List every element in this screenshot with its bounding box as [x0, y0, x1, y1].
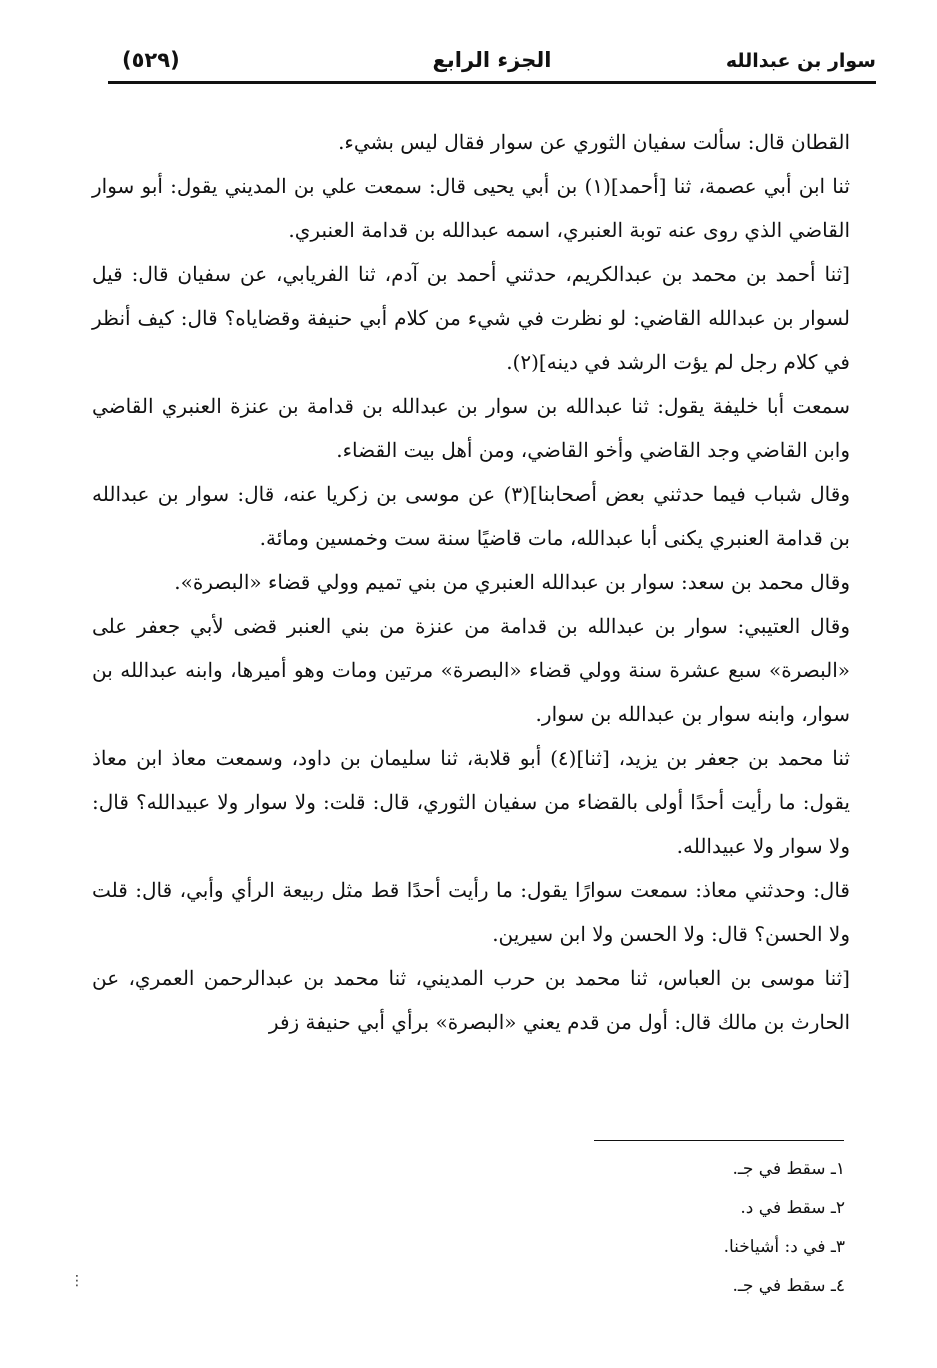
- header-rule: [108, 81, 876, 84]
- footnote: ١ـ سقط في جـ.: [732, 1159, 845, 1179]
- paragraph: القطان قال: سألت سفيان الثوري عن سوار فقال ليس بشيء.: [338, 130, 850, 154]
- part-title: الجزء الرابع: [432, 48, 552, 72]
- footnote: ٣ـ في د: أشياخنا.: [723, 1237, 845, 1257]
- footnotes: [445, 1150, 845, 1306]
- paragraph: وقال شباب فيما حدثني بعض أصحابنا](٣) عن موسى بن زكريا عنه، قال: سوار بن عبدالله بن قدامة العنبري يكنى أبا عبدالله، مات قاضيًا سنة ست وخمسين ومائة.: [92, 482, 850, 550]
- paragraph: وقال محمد بن سعد: سوار بن عبدالله العنبري من بني تميم وولي قضاء «البصرة».: [174, 570, 850, 594]
- main-text: [92, 120, 850, 1044]
- paragraph: وقال العتيبي: سوار بن عبدالله بن قدامة من عنزة من بني العنبر قضى لأبي جعفر على «البصرة» سبع عشرة سنة وولي قضاء «البصرة» مرتين ومات وهو أميرها، وابنه عبدالله بن سوار، وابنه سوار بن عبدالله بن سوار.: [92, 614, 850, 726]
- paragraph: [ثنا أحمد بن محمد بن عبدالكريم، حدثني أحمد بن آدم، ثنا الفريابي، عن سفيان قال: قيل لسوار بن عبدالله القاضي: لو نظرت في شيء من كلام أبي حنيفة وقضاياه؟ قال: كيف أنظر في كلام رجل لم يؤت الرشد في دينه](٢).: [92, 262, 851, 374]
- footnote-separator: [594, 1140, 844, 1141]
- paragraph: [ثنا موسى بن العباس، ثنا محمد بن حرب المديني، ثنا محمد بن عبدالرحمن العمري، عن الحارث بن مالك قال: أول من قدم يعني «البصرة» برأي أبي حنيفة زفر: [92, 966, 850, 1034]
- paragraph: قال: وحدثني معاذ: سمعت سوارًا يقول: ما رأيت أحدًا قط مثل ربيعة الرأي وأبي، قال: قلت ولا الحسن؟ قال: ولا الحسن ولا ابن سيرين.: [92, 878, 850, 946]
- margin-marks: ⋮: [70, 1273, 84, 1289]
- paragraph: سمعت أبا خليفة يقول: ثنا عبدالله بن سوار بن عبدالله بن قدامة بن عنزة العنبري القاضي وابن القاضي وجد القاضي وأخو القاضي، ومن أهل بيت القضاء.: [92, 394, 850, 462]
- page-header: [108, 38, 876, 84]
- paragraph: ثنا محمد بن جعفر بن يزيد، [ثنا](٤) أبو قلابة، ثنا سليمان بن داود، وسمعت معاذ ابن معاذ يقول: ما رأيت أحدًا أولى بالقضاء من سفيان الثوري، قال: قلت: ولا سوار ولا عبيدالله؟ قال: ولا سوار ولا عبيدالله.: [92, 746, 850, 858]
- footnote: ٢ـ سقط في د.: [740, 1198, 845, 1218]
- running-title: سوار بن عبدالله: [725, 50, 876, 72]
- paragraph: ثنا ابن أبي عصمة، ثنا [أحمد](١) بن أبي يحيى قال: سمعت علي بن المديني يقول: أبو سوار القاضي الذي روى عنه توبة العنبري، اسمه عبدالله بن قدامة العنبري.: [92, 174, 850, 242]
- page-number: (٥٢٩): [122, 48, 180, 72]
- footnote: ٤ـ سقط في جـ.: [732, 1276, 845, 1296]
